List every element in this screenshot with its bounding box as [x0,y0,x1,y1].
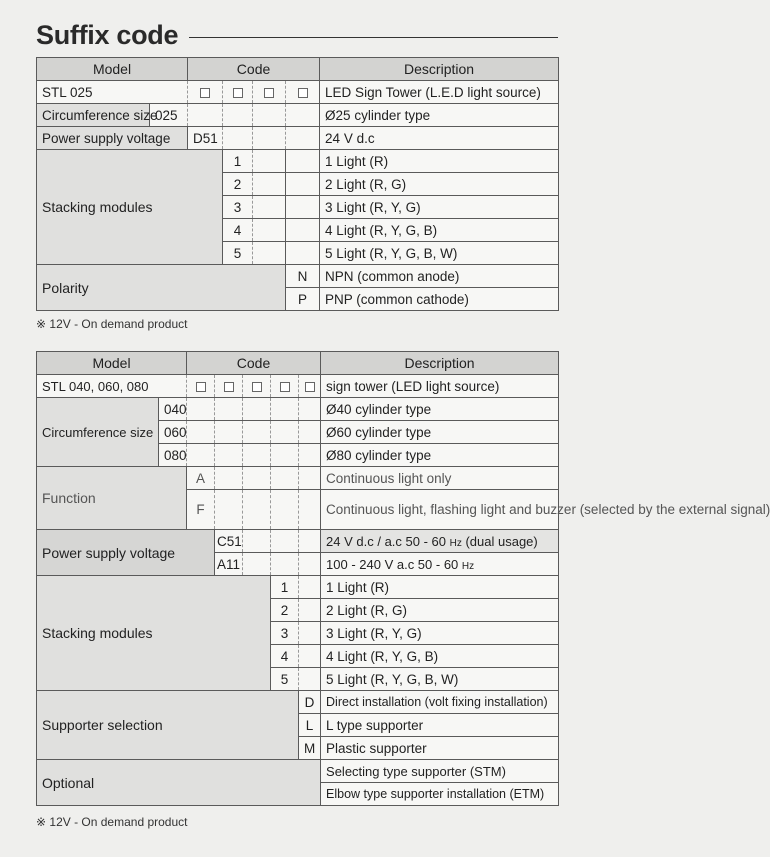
stacking-code: 3 [271,622,299,645]
supporter-code: D [299,691,321,714]
suffix-table-stl040 [36,351,770,806]
page-title: Suffix code [36,20,179,50]
stacking-code: 3 [223,196,253,219]
stacking-description: 3 Light (R, Y, G) [321,622,559,645]
stacking-description: 5 Light (R, Y, G, B, W) [320,242,559,265]
section-heading [36,20,558,54]
header-description: Description [321,352,559,375]
circumference-description: Ø40 cylinder type [321,398,559,421]
stacking-code: 1 [223,150,253,173]
stacking-description: 4 Light (R, Y, G, B) [321,645,559,668]
function-code: A [187,467,215,490]
power-label: Power supply voltage [37,127,188,150]
power-code: D51 [188,127,223,150]
polarity-description: NPN (common anode) [320,265,559,288]
supporter-description: Direct installation (volt fixing installation) [321,691,559,714]
polarity-code: P [286,288,320,311]
polarity-description: PNP (common cathode) [320,288,559,311]
header-model: Model [37,352,187,375]
stacking-code: 4 [223,219,253,242]
circumference-code: 060 [159,421,187,444]
stacking-description: 5 Light (R, Y, G, B, W) [321,668,559,691]
circumference-code: 080 [159,444,187,467]
supporter-description: L type supporter [321,714,559,737]
circumference-code: 040 [159,398,187,421]
polarity-code: N [286,265,320,288]
code-box-2 [215,375,243,398]
function-label: Function [37,467,187,530]
supporter-code: M [299,737,321,760]
function-description: Continuous light only [321,467,559,490]
code-box-1 [188,81,223,104]
stacking-description: 4 Light (R, Y, G, B) [320,219,559,242]
power-code: A11 [215,553,243,576]
stacking-description: 1 Light (R) [320,150,559,173]
stacking-code: 5 [223,242,253,265]
stacking-code: 1 [271,576,299,599]
code-box-3 [253,81,286,104]
model-description: sign tower (LED light source) [321,375,559,398]
optional-label: Optional [37,760,321,806]
polarity-label: Polarity [37,265,286,311]
header-code: Code [187,352,321,375]
circumference-label: Circumference size [37,398,159,467]
power-description: 24 V d.c / a.c 50 - 60 Hz (dual usage) [321,530,559,553]
suffix-table-stl025 [36,57,559,311]
footnote: ※ 12V - On demand product [36,815,188,829]
model-name: STL 025 [37,81,188,104]
header-description: Description [320,58,559,81]
stacking-description: 2 Light (R, G) [321,599,559,622]
code-box-3 [243,375,271,398]
header-code: Code [188,58,320,81]
circumference-description: Ø80 cylinder type [321,444,559,467]
supporter-label: Supporter selection [37,691,299,760]
code-box-4 [286,81,320,104]
optional-description: Selecting type supporter (STM) [321,760,559,783]
circumference-code: 025 [150,104,188,127]
power-description: 24 V d.c [320,127,559,150]
model-description: LED Sign Tower (L.E.D light source) [320,81,559,104]
supporter-code: L [299,714,321,737]
stacking-description: 1 Light (R) [321,576,559,599]
stacking-label: Stacking modules [37,576,271,691]
stacking-code: 2 [271,599,299,622]
circumference-description: Ø60 cylinder type [321,421,559,444]
power-label: Power supply voltage [37,530,215,576]
function-description: Continuous light, flashing light and buzzer (selected by the external signal) [321,490,559,530]
stacking-code: 5 [271,668,299,691]
header-model: Model [37,58,188,81]
code-box-1 [187,375,215,398]
code-box-4 [271,375,299,398]
footnote: ※ 12V - On demand product [36,317,188,331]
supporter-description: Plastic supporter [321,737,559,760]
stacking-code: 2 [223,173,253,196]
stacking-description: 3 Light (R, Y, G) [320,196,559,219]
circumference-label: Circumference size [37,104,150,127]
power-code: C51 [215,530,243,553]
power-description: 100 - 240 V a.c 50 - 60 Hz [321,553,559,576]
model-name: STL 040, 060, 080 [37,375,187,398]
code-box-5 [299,375,321,398]
function-code: F [187,490,215,530]
title-rule [189,37,558,38]
code-box-2 [223,81,253,104]
circumference-description: Ø25 cylinder type [320,104,559,127]
stacking-label: Stacking modules [37,150,223,265]
stacking-code: 4 [271,645,299,668]
stacking-description: 2 Light (R, G) [320,173,559,196]
optional-description: Elbow type supporter installation (ETM) [321,783,559,806]
